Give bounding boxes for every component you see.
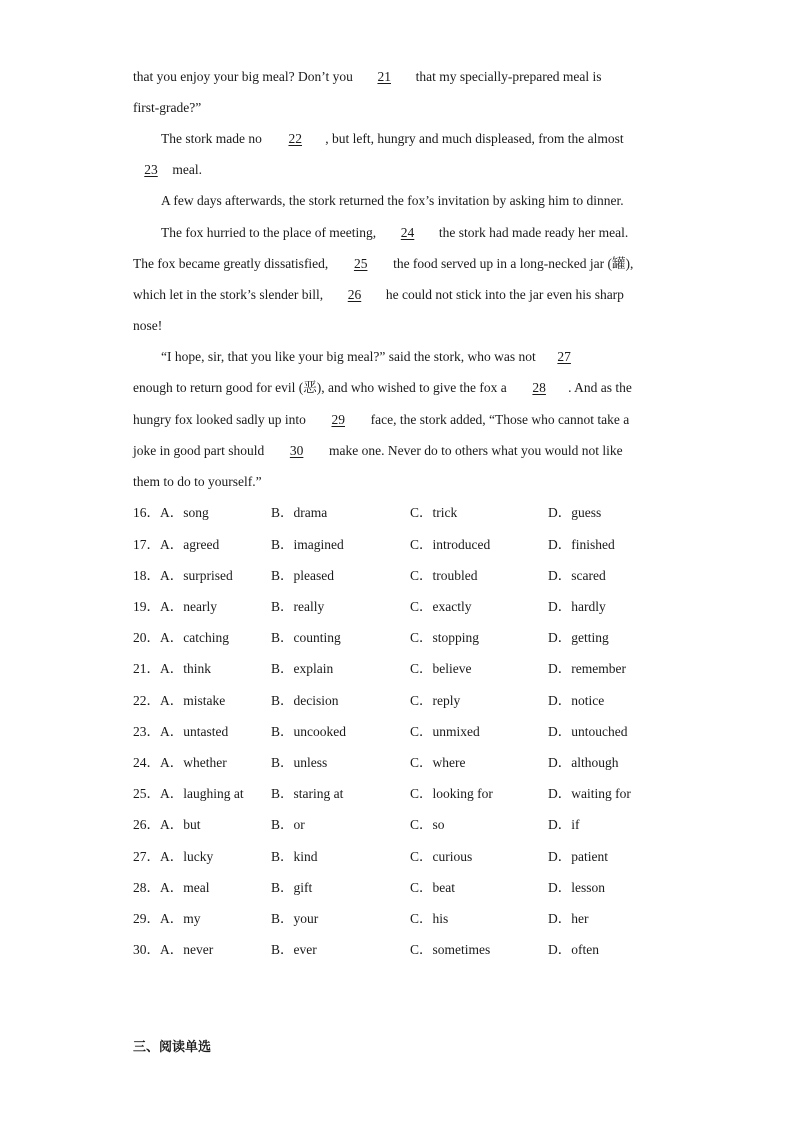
passage-line (133, 372, 661, 403)
option-d: D．lesson (548, 880, 605, 895)
option-a: A．never (160, 942, 214, 957)
option-c: C．stopping (410, 630, 480, 645)
option-a: A．lucky (160, 849, 214, 864)
question-row-19 (133, 591, 733, 622)
passage-line (133, 92, 661, 123)
option-b: B．really (271, 599, 325, 614)
option-a: A．but (160, 817, 201, 832)
passage-text: , but left, hungry and much displeased, from the almost (325, 131, 624, 146)
passage-line (133, 61, 661, 92)
passage-line (133, 279, 661, 310)
passage-line (133, 310, 661, 341)
passage-text: The fox hurried to the place of meeting, (161, 225, 380, 240)
passage-text: which let in the stork’s slender bill, (133, 287, 327, 302)
blank-24: 24 (400, 225, 415, 240)
option-b: B．explain (271, 661, 334, 676)
option-d: D．getting (548, 630, 609, 645)
option-c: C．reply (410, 693, 461, 708)
question-number: 16． (133, 505, 160, 520)
option-d: D．notice (548, 693, 605, 708)
blank-29: 29 (331, 412, 345, 427)
question-number: 17． (133, 537, 160, 552)
blank-21: 21 (377, 69, 391, 84)
question-row-20 (133, 622, 733, 653)
question-row-22 (133, 685, 733, 716)
option-a: A．think (160, 661, 212, 676)
question-number: 24． (133, 755, 160, 770)
option-c: C．trick (410, 505, 458, 520)
passage-line (161, 123, 661, 154)
blank-25: 25 (353, 256, 368, 271)
passage-text: he could not stick into the jar even his sharp (382, 287, 624, 302)
passage-line (133, 466, 661, 497)
option-c: C．curious (410, 849, 473, 864)
passage-text: joke in good part should (133, 443, 268, 458)
passage-text: that my specially-prepared meal is (412, 69, 602, 84)
option-a: A．my (160, 911, 201, 926)
option-a: A．whether (160, 755, 227, 770)
option-d: D．scared (548, 568, 606, 583)
option-c: C．exactly (410, 599, 472, 614)
option-a: A．meal (160, 880, 210, 895)
passage-text: “I hope, sir, that you like your big meal?” said the stork, who was not (161, 349, 540, 364)
passage-line (161, 217, 661, 248)
option-c: C．unmixed (410, 724, 480, 739)
option-b: B．unless (271, 755, 328, 770)
option-a: A．laughing at (160, 786, 244, 801)
option-c: C．looking for (410, 786, 493, 801)
question-row-17 (133, 529, 733, 560)
option-b: B．uncooked (271, 724, 346, 739)
section-heading: 三、阅读单选 (133, 1040, 212, 1055)
passage-line (133, 404, 661, 435)
question-number: 30． (133, 942, 160, 957)
option-b: B．drama (271, 505, 328, 520)
blank-30: 30 (289, 443, 304, 458)
option-b: B．imagined (271, 537, 344, 552)
question-row-26 (133, 809, 733, 840)
option-d: D．patient (548, 849, 608, 864)
question-number: 19． (133, 599, 160, 614)
passage-text: make one. Never do to others what you would not like (325, 443, 623, 458)
option-c: C．his (410, 911, 449, 926)
passage-text: nose! (133, 318, 163, 333)
option-c: C．sometimes (410, 942, 491, 957)
question-number: 28． (133, 880, 160, 895)
passage-text: meal. (169, 162, 202, 177)
passage-line (133, 435, 661, 466)
option-c: C．troubled (410, 568, 478, 583)
question-number: 27． (133, 849, 160, 864)
option-b: B．or (271, 817, 305, 832)
passage-line (133, 154, 661, 185)
passage-text: face, the stork added, “Those who cannot take a (367, 412, 630, 427)
option-a: A．catching (160, 630, 229, 645)
blank-27: 27 (557, 349, 571, 364)
option-b: B．your (271, 911, 319, 926)
passage-text: the stork had made ready her meal. (435, 225, 629, 240)
passage-text: that you enjoy your big meal? Don’t you (133, 69, 357, 84)
question-row-18 (133, 560, 733, 591)
blank-26: 26 (347, 287, 362, 302)
option-b: B．decision (271, 693, 339, 708)
option-b: B．ever (271, 942, 317, 957)
option-a: A．nearly (160, 599, 217, 614)
option-d: D．guess (548, 505, 602, 520)
passage-text: the food served up in a long-necked jar (罐), (389, 256, 634, 271)
question-number: 26． (133, 817, 160, 832)
option-c: C．introduced (410, 537, 491, 552)
option-d: D．finished (548, 537, 615, 552)
passage-line (161, 185, 661, 216)
option-c: C．so (410, 817, 445, 832)
option-d: D．remember (548, 661, 626, 676)
option-d: D．waiting for (548, 786, 631, 801)
option-d: D．if (548, 817, 580, 832)
option-b: B．counting (271, 630, 341, 645)
passage-text: first-grade?” (133, 100, 202, 115)
question-row-28 (133, 872, 733, 903)
passage-text: A few days afterwards, the stork returned the fox’s invitation by asking him to dinner. (161, 193, 624, 208)
question-number: 21． (133, 661, 160, 676)
passage-text: hungry fox looked sadly up into (133, 412, 310, 427)
option-a: A．agreed (160, 537, 220, 552)
question-number: 25． (133, 786, 160, 801)
question-number: 22． (133, 693, 160, 708)
passage-text: The stork made no (161, 131, 266, 146)
option-b: B．gift (271, 880, 313, 895)
question-number: 29． (133, 911, 160, 926)
option-a: A．song (160, 505, 209, 520)
passage-line (161, 341, 661, 372)
question-row-27 (133, 841, 733, 872)
passage-text: enough to return good for evil (恶), and who wished to give the fox a (133, 380, 511, 395)
passage-text: The fox became greatly dissatisfied, (133, 256, 332, 271)
option-b: B．kind (271, 849, 318, 864)
question-row-23 (133, 716, 733, 747)
option-a: A．mistake (160, 693, 226, 708)
question-number: 20． (133, 630, 160, 645)
option-d: D．her (548, 911, 589, 926)
option-d: D．hardly (548, 599, 606, 614)
option-d: D．although (548, 755, 619, 770)
passage-line (133, 248, 661, 279)
question-row-30 (133, 934, 733, 965)
option-d: D．untouched (548, 724, 628, 739)
blank-22: 22 (288, 131, 302, 146)
option-b: B．pleased (271, 568, 334, 583)
passage-text: them to do to yourself.” (133, 474, 262, 489)
option-d: D．often (548, 942, 599, 957)
option-b: B．staring at (271, 786, 344, 801)
question-row-16 (133, 497, 733, 528)
question-number: 23． (133, 724, 160, 739)
passage-text: . And as the (568, 380, 632, 395)
option-a: A．surprised (160, 568, 233, 583)
blank-23: 23 (144, 162, 158, 177)
question-row-24 (133, 747, 733, 778)
option-c: C．where (410, 755, 466, 770)
question-number: 18． (133, 568, 160, 583)
option-a: A．untasted (160, 724, 229, 739)
blank-28: 28 (532, 380, 546, 395)
question-row-29 (133, 903, 733, 934)
question-row-21 (133, 653, 733, 684)
question-row-25 (133, 778, 733, 809)
option-c: C．believe (410, 661, 472, 676)
option-c: C．beat (410, 880, 455, 895)
